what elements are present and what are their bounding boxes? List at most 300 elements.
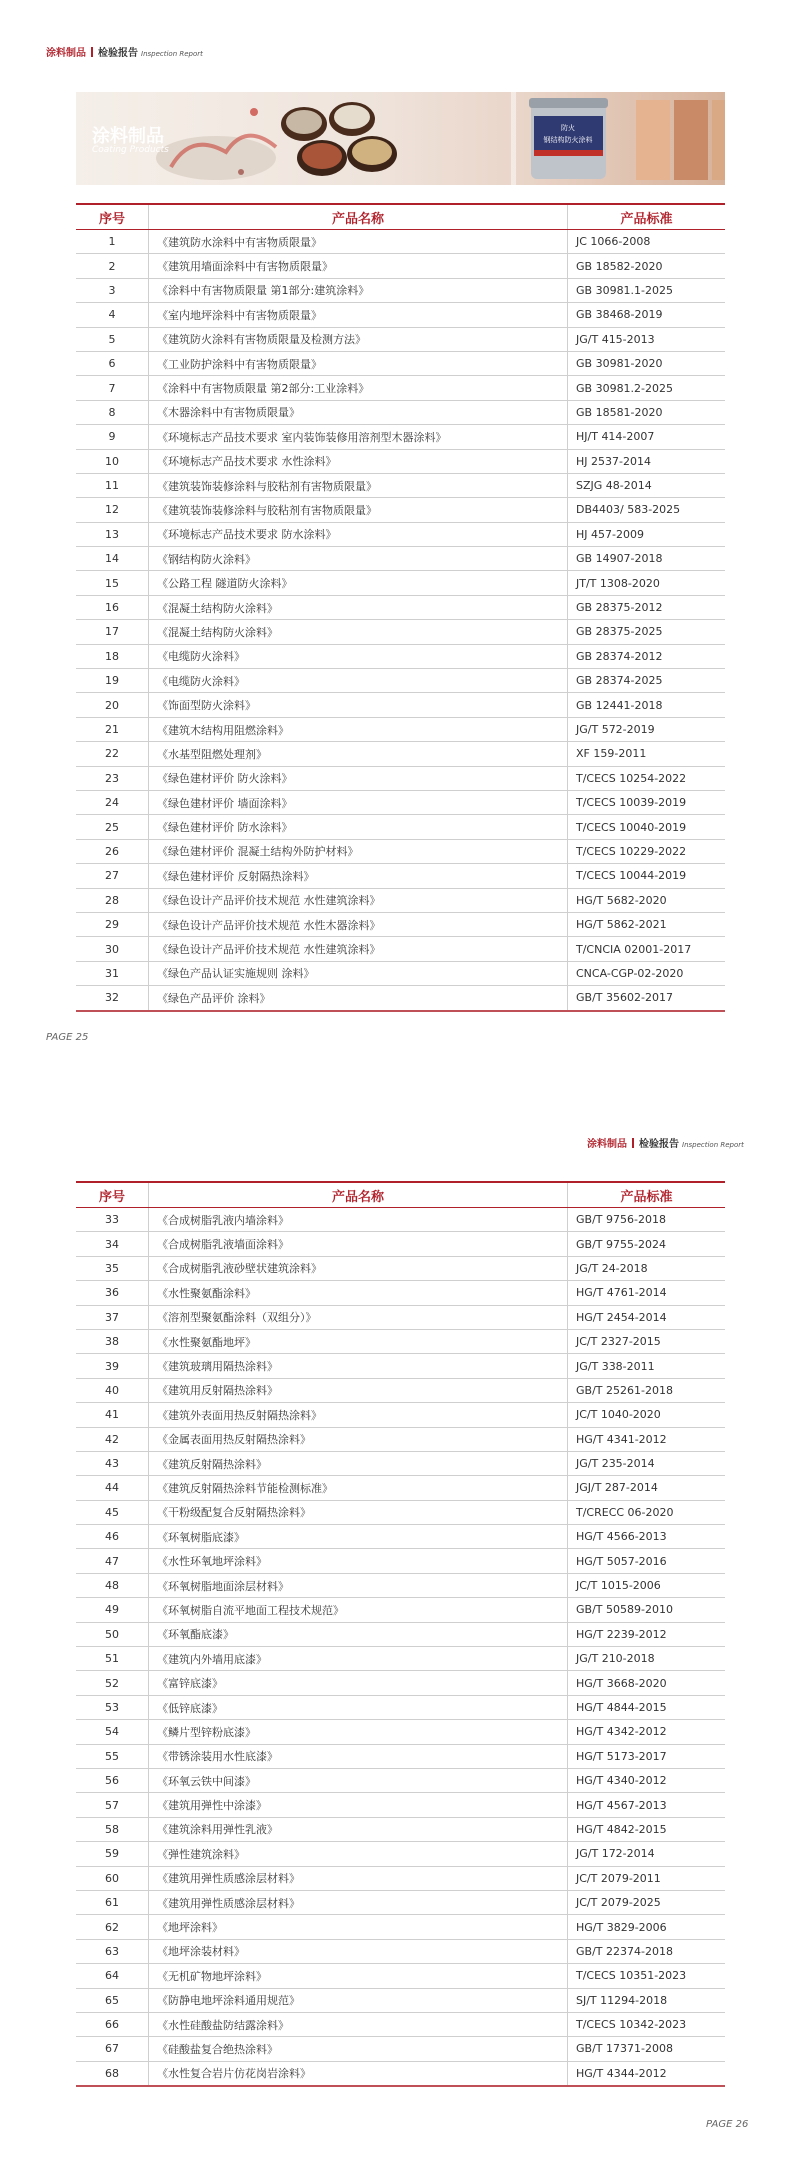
- product-standard: GB 14907-2018: [568, 547, 726, 571]
- product-standard: JG/T 172-2014: [568, 1842, 726, 1866]
- product-name: 《合成树脂乳液砂壁状建筑涂料》: [149, 1256, 568, 1280]
- paint-cans-icon: [281, 102, 397, 176]
- page-header-2: [587, 1138, 744, 1151]
- table-row: [76, 595, 725, 619]
- row-number: 11: [76, 473, 149, 497]
- header-brand: 涂料制品: [46, 48, 86, 59]
- product-name: 《水性硅酸盐防结露涂料》: [149, 2012, 568, 2036]
- product-name: 《涂料中有害物质限量 第2部分:工业涂料》: [149, 376, 568, 400]
- product-name: 《环氧树脂自流平地面工程技术规范》: [149, 1598, 568, 1622]
- row-number: 35: [76, 1256, 149, 1280]
- row-number: 56: [76, 1768, 149, 1792]
- product-standard: XF 159-2011: [568, 742, 726, 766]
- product-standard: HJ/T 414-2007: [568, 425, 726, 449]
- product-name: 《环氧树脂地面涂层材料》: [149, 1573, 568, 1597]
- row-number: 7: [76, 376, 149, 400]
- row-number: 47: [76, 1549, 149, 1573]
- page-number-26: PAGE 26: [706, 2119, 749, 2130]
- product-standard: T/CECS 10039-2019: [568, 790, 726, 814]
- product-name: 《建筑装饰装修涂料与胶粘剂有害物质限量》: [149, 473, 568, 497]
- table-row: [76, 1695, 725, 1719]
- product-name: 《工业防护涂料中有害物质限量》: [149, 351, 568, 375]
- product-name: 《建筑涂料用弹性乳液》: [149, 1817, 568, 1841]
- product-standard: GB 12441-2018: [568, 693, 726, 717]
- product-name: 《钢结构防火涂料》: [149, 547, 568, 571]
- product-standard: JC 1066-2008: [568, 230, 726, 254]
- product-standard: HG/T 4341-2012: [568, 1427, 726, 1451]
- product-name: 《绿色建材评价 防水涂料》: [149, 815, 568, 839]
- row-number: 63: [76, 1939, 149, 1963]
- row-number: 45: [76, 1500, 149, 1524]
- header-divider: [632, 1138, 634, 1148]
- table-row: [76, 693, 725, 717]
- product-standard: GB 28375-2025: [568, 620, 726, 644]
- row-number: 61: [76, 1890, 149, 1914]
- product-standard: T/CECS 10342-2023: [568, 2012, 726, 2036]
- product-standard: HG/T 5173-2017: [568, 1744, 726, 1768]
- table-row: [76, 864, 725, 888]
- product-name: 《防静电地坪涂料通用规范》: [149, 1988, 568, 2012]
- table-row: [76, 1988, 725, 2012]
- product-name: 《环境标志产品技术要求 室内装饰装修用溶剂型木器涂料》: [149, 425, 568, 449]
- table-row: [76, 717, 725, 741]
- product-name: 《硅酸盐复合绝热涂料》: [149, 2037, 568, 2061]
- table-row: [76, 986, 725, 1011]
- product-name: 《绿色建材评价 混凝土结构外防护材料》: [149, 839, 568, 863]
- table-row: [76, 571, 725, 595]
- table-row: [76, 1793, 725, 1817]
- row-number: 20: [76, 693, 149, 717]
- bucket-label-text: 钢结构防火涂料: [543, 136, 593, 144]
- row-number: 42: [76, 1427, 149, 1451]
- product-standard: GB 30981.2-2025: [568, 376, 726, 400]
- table-row: [76, 376, 725, 400]
- table-row: [76, 230, 725, 254]
- row-number: 32: [76, 986, 149, 1011]
- product-standard: HJ 2537-2014: [568, 449, 726, 473]
- header-report-en: Inspection Report: [141, 50, 203, 58]
- table-row: [76, 790, 725, 814]
- product-standard: HJ 457-2009: [568, 522, 726, 546]
- table-row: [76, 1403, 725, 1427]
- product-standard: GB 28374-2012: [568, 644, 726, 668]
- row-number: 23: [76, 766, 149, 790]
- product-name: 《水性聚氨酯涂料》: [149, 1281, 568, 1305]
- product-standard: HG/T 2239-2012: [568, 1622, 726, 1646]
- product-standard: JG/T 338-2011: [568, 1354, 726, 1378]
- product-standard: GB 28374-2025: [568, 669, 726, 693]
- row-number: 65: [76, 1988, 149, 2012]
- table-row: [76, 254, 725, 278]
- product-standard: JG/T 210-2018: [568, 1647, 726, 1671]
- product-name: 《建筑用弹性质感涂层材料》: [149, 1890, 568, 1914]
- row-number: 49: [76, 1598, 149, 1622]
- col-header-name: 产品名称: [149, 204, 568, 230]
- product-name: 《溶剂型聚氨酯涂料（双组分）》: [149, 1305, 568, 1329]
- product-standard: T/CECS 10229-2022: [568, 839, 726, 863]
- product-name: 《建筑防水涂料中有害物质限量》: [149, 230, 568, 254]
- table-row: [76, 888, 725, 912]
- table-row: [76, 1500, 725, 1524]
- product-standard: HG/T 5862-2021: [568, 912, 726, 936]
- product-name: 《水性环氧地坪涂料》: [149, 1549, 568, 1573]
- table-row: [76, 1744, 725, 1768]
- col-header-no: 序号: [76, 204, 149, 230]
- product-name: 《建筑用反射隔热涂料》: [149, 1378, 568, 1402]
- col-header-standard: 产品标准: [568, 204, 726, 230]
- banner-subtitle: Coating Products: [92, 145, 169, 155]
- product-standard: HG/T 4844-2015: [568, 1695, 726, 1719]
- product-name: 《涂料中有害物质限量 第1部分:建筑涂料》: [149, 278, 568, 302]
- product-standard: GB 18582-2020: [568, 254, 726, 278]
- row-number: 37: [76, 1305, 149, 1329]
- product-name: 《无机矿物地坪涂料》: [149, 1964, 568, 1988]
- table-row: [76, 1890, 725, 1914]
- table-row: [76, 1329, 725, 1353]
- col-header-name: 产品名称: [149, 1182, 568, 1208]
- table-row: [76, 449, 725, 473]
- product-standard: GB/T 17371-2008: [568, 2037, 726, 2061]
- product-name: 《绿色建材评价 反射隔热涂料》: [149, 864, 568, 888]
- table-row: [76, 1647, 725, 1671]
- row-number: 17: [76, 620, 149, 644]
- table-row: [76, 1720, 725, 1744]
- product-name: 《木器涂料中有害物质限量》: [149, 400, 568, 424]
- standards-table-page-26: [76, 1181, 725, 2087]
- row-number: 38: [76, 1329, 149, 1353]
- table-row: [76, 1378, 725, 1402]
- product-name: 《建筑玻璃用隔热涂料》: [149, 1354, 568, 1378]
- table-row: [76, 669, 725, 693]
- row-number: 53: [76, 1695, 149, 1719]
- table-row: [76, 1671, 725, 1695]
- product-standard: GB/T 9755-2024: [568, 1232, 726, 1256]
- table-row: [76, 1866, 725, 1890]
- product-standard: GB 18581-2020: [568, 400, 726, 424]
- row-number: 4: [76, 303, 149, 327]
- product-standard: JG/T 24-2018: [568, 1256, 726, 1280]
- product-standard: T/CECS 10351-2023: [568, 1964, 726, 1988]
- product-name: 《地坪涂装材料》: [149, 1939, 568, 1963]
- product-name: 《建筑内外墙用底漆》: [149, 1647, 568, 1671]
- product-name: 《建筑反射隔热涂料节能检测标准》: [149, 1476, 568, 1500]
- product-name: 《公路工程 隧道防火涂料》: [149, 571, 568, 595]
- table-row: [76, 1476, 725, 1500]
- table-row: [76, 400, 725, 424]
- row-number: 30: [76, 937, 149, 961]
- row-number: 3: [76, 278, 149, 302]
- product-standard: HG/T 4566-2013: [568, 1525, 726, 1549]
- product-name: 《室内地坪涂料中有害物质限量》: [149, 303, 568, 327]
- row-number: 26: [76, 839, 149, 863]
- table-row: [76, 1256, 725, 1280]
- table-header-row: [76, 204, 725, 230]
- row-number: 46: [76, 1525, 149, 1549]
- page-header: [46, 47, 203, 60]
- table-row: [76, 1427, 725, 1451]
- product-name: 《金属表面用热反射隔热涂料》: [149, 1427, 568, 1451]
- product-standard: JT/T 1308-2020: [568, 571, 726, 595]
- table-row: [76, 2012, 725, 2036]
- product-standard: GB 30981.1-2025: [568, 278, 726, 302]
- row-number: 13: [76, 522, 149, 546]
- standards-table-page-25: [76, 203, 725, 1012]
- row-number: 31: [76, 961, 149, 985]
- table-row: [76, 2037, 725, 2061]
- product-name: 《建筑防火涂料有害物质限量及检测方法》: [149, 327, 568, 351]
- product-name: 《建筑外表面用热反射隔热涂料》: [149, 1403, 568, 1427]
- product-standard: JC/T 2327-2015: [568, 1329, 726, 1353]
- product-standard: HG/T 5057-2016: [568, 1549, 726, 1573]
- row-number: 68: [76, 2061, 149, 2086]
- product-name: 《地坪涂料》: [149, 1915, 568, 1939]
- product-name: 《合成树脂乳液墙面涂料》: [149, 1232, 568, 1256]
- product-standard: HG/T 4567-2013: [568, 1793, 726, 1817]
- product-name: 《环境标志产品技术要求 水性涂料》: [149, 449, 568, 473]
- product-name: 《绿色设计产品评价技术规范 水性建筑涂料》: [149, 888, 568, 912]
- table-row: [76, 1549, 725, 1573]
- row-number: 19: [76, 669, 149, 693]
- product-standard: CNCA-CGP-02-2020: [568, 961, 726, 985]
- product-name: 《混凝土结构防火涂料》: [149, 595, 568, 619]
- table-row: [76, 1964, 725, 1988]
- product-standard: JC/T 1015-2006: [568, 1573, 726, 1597]
- product-standard: DB4403/ 583-2025: [568, 498, 726, 522]
- row-number: 54: [76, 1720, 149, 1744]
- table-row: [76, 1208, 725, 1232]
- product-standard: HG/T 3829-2006: [568, 1915, 726, 1939]
- product-name: 《低锌底漆》: [149, 1695, 568, 1719]
- table-row: [76, 1232, 725, 1256]
- product-standard: SZJG 48-2014: [568, 473, 726, 497]
- product-name: 《环氧树脂底漆》: [149, 1525, 568, 1549]
- table-row: [76, 425, 725, 449]
- table-header-row: [76, 1182, 725, 1208]
- table-row: [76, 1939, 725, 1963]
- row-number: 60: [76, 1866, 149, 1890]
- product-name: 《弹性建筑涂料》: [149, 1842, 568, 1866]
- product-name: 《鳞片型锌粉底漆》: [149, 1720, 568, 1744]
- table-row: [76, 1305, 725, 1329]
- header-report-en: Inspection Report: [682, 1141, 744, 1149]
- table-row: [76, 961, 725, 985]
- product-name: 《水性聚氨酯地坪》: [149, 1329, 568, 1353]
- banner-illustration: [76, 92, 725, 185]
- row-number: 44: [76, 1476, 149, 1500]
- bucket-brand-text: 防火: [561, 124, 575, 132]
- row-number: 52: [76, 1671, 149, 1695]
- table-row: [76, 1525, 725, 1549]
- product-name: 《绿色设计产品评价技术规范 水性木器涂料》: [149, 912, 568, 936]
- product-standard: SJ/T 11294-2018: [568, 1988, 726, 2012]
- product-name: 《环氧酯底漆》: [149, 1622, 568, 1646]
- product-name: 《绿色设计产品评价技术规范 水性建筑涂料》: [149, 937, 568, 961]
- table-row: [76, 1622, 725, 1646]
- table-row: [76, 303, 725, 327]
- product-name: 《带锈涂装用水性底漆》: [149, 1744, 568, 1768]
- product-name: 《环氧云铁中间漆》: [149, 1768, 568, 1792]
- table-row: [76, 1598, 725, 1622]
- banner-title: 涂料制品: [92, 126, 164, 147]
- product-standard: GB 28375-2012: [568, 595, 726, 619]
- table-row: [76, 1281, 725, 1305]
- table-row: [76, 815, 725, 839]
- product-standard: T/CRECC 06-2020: [568, 1500, 726, 1524]
- row-number: 29: [76, 912, 149, 936]
- row-number: 18: [76, 644, 149, 668]
- product-name: 《电缆防火涂料》: [149, 644, 568, 668]
- product-standard: HG/T 4761-2014: [568, 1281, 726, 1305]
- row-number: 55: [76, 1744, 149, 1768]
- product-name: 《建筑用弹性中涂漆》: [149, 1793, 568, 1817]
- row-number: 28: [76, 888, 149, 912]
- col-header-standard: 产品标准: [568, 1182, 726, 1208]
- product-standard: HG/T 4342-2012: [568, 1720, 726, 1744]
- row-number: 62: [76, 1915, 149, 1939]
- table-row: [76, 2061, 725, 2086]
- table-row: [76, 1842, 725, 1866]
- product-standard: GB/T 35602-2017: [568, 986, 726, 1011]
- product-standard: JC/T 1040-2020: [568, 1403, 726, 1427]
- row-number: 27: [76, 864, 149, 888]
- product-name: 《电缆防火涂料》: [149, 669, 568, 693]
- table-row: [76, 839, 725, 863]
- product-standard: GB/T 22374-2018: [568, 1939, 726, 1963]
- product-name: 《水性复合岩片仿花岗岩涂料》: [149, 2061, 568, 2086]
- product-name: 《建筑木结构用阻燃涂料》: [149, 717, 568, 741]
- table-row: [76, 1573, 725, 1597]
- table-row: [76, 620, 725, 644]
- product-name: 《混凝土结构防火涂料》: [149, 620, 568, 644]
- product-standard: GB/T 25261-2018: [568, 1378, 726, 1402]
- row-number: 59: [76, 1842, 149, 1866]
- product-standard: T/CECS 10044-2019: [568, 864, 726, 888]
- row-number: 25: [76, 815, 149, 839]
- product-standard: HG/T 4344-2012: [568, 2061, 726, 2086]
- row-number: 57: [76, 1793, 149, 1817]
- product-standard: JC/T 2079-2011: [568, 1866, 726, 1890]
- table-row: [76, 766, 725, 790]
- product-standard: GB 30981-2020: [568, 351, 726, 375]
- row-number: 51: [76, 1647, 149, 1671]
- product-name: 《环境标志产品技术要求 防水涂料》: [149, 522, 568, 546]
- product-standard: GB 38468-2019: [568, 303, 726, 327]
- row-number: 10: [76, 449, 149, 473]
- product-standard: HG/T 5682-2020: [568, 888, 726, 912]
- row-number: 15: [76, 571, 149, 595]
- row-number: 48: [76, 1573, 149, 1597]
- table-row: [76, 473, 725, 497]
- row-number: 36: [76, 1281, 149, 1305]
- row-number: 21: [76, 717, 149, 741]
- product-name: 《建筑用墙面涂料中有害物质限量》: [149, 254, 568, 278]
- product-standard: T/CECS 10254-2022: [568, 766, 726, 790]
- product-standard: HG/T 4340-2012: [568, 1768, 726, 1792]
- header-report-title: 检验报告: [639, 1139, 679, 1150]
- product-name: 《饰面型防火涂料》: [149, 693, 568, 717]
- product-name: 《绿色产品评价 涂料》: [149, 986, 568, 1011]
- table-row: [76, 498, 725, 522]
- row-number: 24: [76, 790, 149, 814]
- row-number: 22: [76, 742, 149, 766]
- product-standard: GB/T 9756-2018: [568, 1208, 726, 1232]
- product-standard: T/CECS 10040-2019: [568, 815, 726, 839]
- category-banner: [76, 92, 725, 185]
- product-name: 《水基型阻燃处理剂》: [149, 742, 568, 766]
- product-name: 《绿色建材评价 防火涂料》: [149, 766, 568, 790]
- row-number: 43: [76, 1451, 149, 1475]
- product-standard: HG/T 3668-2020: [568, 1671, 726, 1695]
- row-number: 33: [76, 1208, 149, 1232]
- table-row: [76, 1354, 725, 1378]
- col-header-no: 序号: [76, 1182, 149, 1208]
- row-number: 1: [76, 230, 149, 254]
- row-number: 64: [76, 1964, 149, 1988]
- row-number: 50: [76, 1622, 149, 1646]
- header-report-title: 检验报告: [98, 48, 138, 59]
- row-number: 8: [76, 400, 149, 424]
- product-standard: JG/T 235-2014: [568, 1451, 726, 1475]
- table-row: [76, 742, 725, 766]
- table-row: [76, 522, 725, 546]
- header-brand: 涂料制品: [587, 1139, 627, 1150]
- row-number: 34: [76, 1232, 149, 1256]
- product-name: 《建筑用弹性质感涂层材料》: [149, 1866, 568, 1890]
- table-row: [76, 912, 725, 936]
- row-number: 2: [76, 254, 149, 278]
- product-name: 《绿色产品认证实施规则 涂料》: [149, 961, 568, 985]
- row-number: 39: [76, 1354, 149, 1378]
- table-row: [76, 327, 725, 351]
- table-row: [76, 1915, 725, 1939]
- product-standard: JG/T 415-2013: [568, 327, 726, 351]
- table-row: [76, 644, 725, 668]
- product-name: 《绿色建材评价 墙面涂料》: [149, 790, 568, 814]
- page-number-25: PAGE 25: [46, 1032, 89, 1043]
- row-number: 5: [76, 327, 149, 351]
- table-row: [76, 1817, 725, 1841]
- row-number: 12: [76, 498, 149, 522]
- table-row: [76, 547, 725, 571]
- product-name: 《建筑反射隔热涂料》: [149, 1451, 568, 1475]
- row-number: 66: [76, 2012, 149, 2036]
- product-standard: JG/T 572-2019: [568, 717, 726, 741]
- header-divider: [91, 47, 93, 57]
- row-number: 6: [76, 351, 149, 375]
- row-number: 41: [76, 1403, 149, 1427]
- row-number: 16: [76, 595, 149, 619]
- product-standard: T/CNCIA 02001-2017: [568, 937, 726, 961]
- row-number: 67: [76, 2037, 149, 2061]
- row-number: 9: [76, 425, 149, 449]
- product-name: 《建筑装饰装修涂料与胶粘剂有害物质限量》: [149, 498, 568, 522]
- row-number: 58: [76, 1817, 149, 1841]
- row-number: 14: [76, 547, 149, 571]
- row-number: 40: [76, 1378, 149, 1402]
- product-name: 《合成树脂乳液内墙涂料》: [149, 1208, 568, 1232]
- product-standard: JC/T 2079-2025: [568, 1890, 726, 1914]
- product-standard: HG/T 4842-2015: [568, 1817, 726, 1841]
- product-name: 《干粉级配复合反射隔热涂料》: [149, 1500, 568, 1524]
- product-name: 《富锌底漆》: [149, 1671, 568, 1695]
- product-standard: HG/T 2454-2014: [568, 1305, 726, 1329]
- product-standard: GB/T 50589-2010: [568, 1598, 726, 1622]
- product-standard: JGJ/T 287-2014: [568, 1476, 726, 1500]
- table-row: [76, 351, 725, 375]
- table-row: [76, 278, 725, 302]
- table-row: [76, 937, 725, 961]
- table-row: [76, 1451, 725, 1475]
